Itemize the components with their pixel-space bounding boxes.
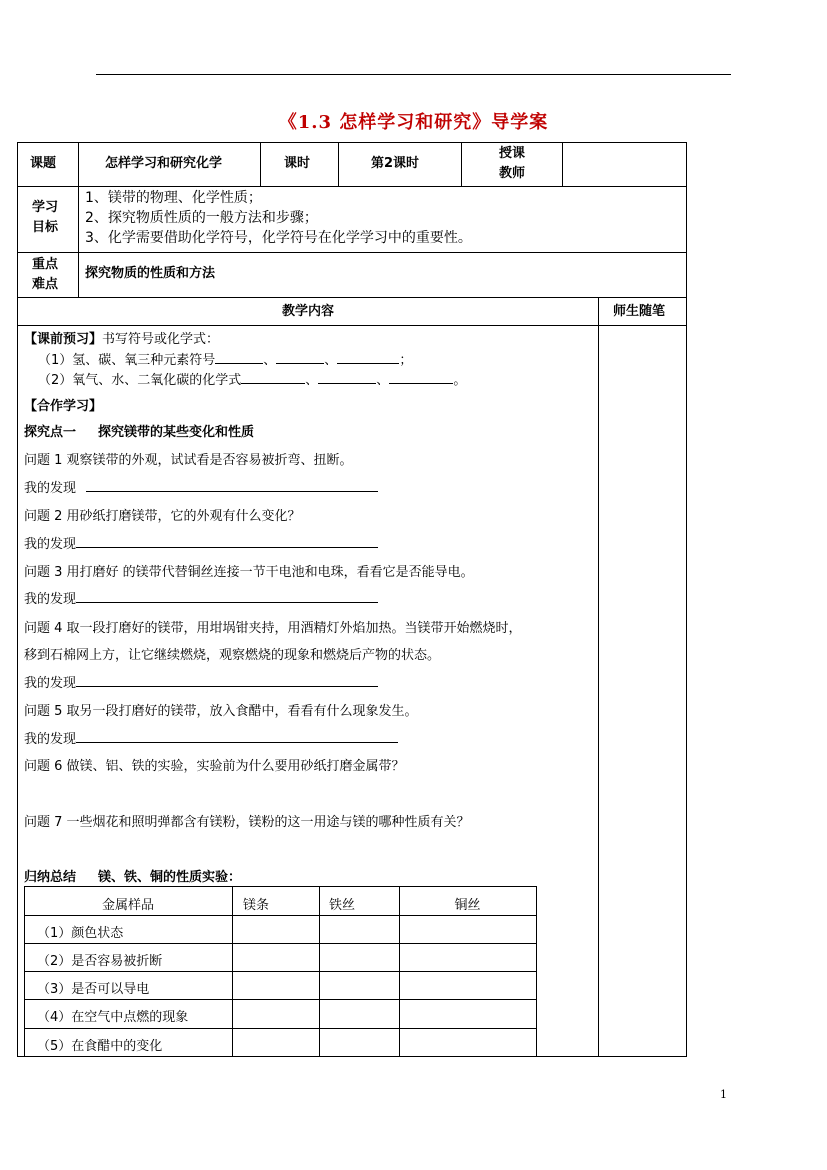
question-1: 问题 1 观察镁带的外观，试试看是否容易被折弯、扭断。	[24, 453, 353, 468]
goals-label-2: 目标	[32, 220, 59, 235]
goal-item: 2、探究物质性质的一般方法和步骤；	[85, 210, 318, 226]
top-rule	[96, 74, 731, 75]
key-label-2: 难点	[32, 277, 59, 292]
row-label: （4）在空气中点燃的现象	[37, 1010, 189, 1025]
question-7: 问题 7 一些烟花和照明弹都含有镁粉，镁粉的这一用途与镁的哪种性质有关？	[24, 815, 470, 830]
finding-2: 我的发现	[24, 533, 378, 552]
preview-line-2: （2）氧气、水、二氧化碳的化学式 、 、 。	[38, 373, 467, 388]
goal-item: 3、化学需要借助化学符号，化学符号在化学学习中的重要性。	[85, 230, 472, 246]
page-number: 1	[720, 1088, 727, 1101]
row-label: （2）是否容易被折断	[37, 954, 163, 969]
question-4a: 问题 4 取一段打磨好的镁带，用坩埚钳夹持，用酒精灯外焰加热。当镁带开始燃烧时，	[24, 621, 522, 636]
goal-item: 1、镁带的物理、化学性质；	[85, 190, 262, 206]
notes-header: 师生随笔	[613, 304, 666, 319]
question-6: 问题 6 做镁、铝、铁的实验，实验前为什么要用砂纸打磨金属带？	[24, 759, 405, 774]
period-label: 课时	[284, 156, 311, 171]
summary-heading: 归纳总结 镁、铁、铜的性质实验：	[24, 870, 242, 885]
page-title: 《1.3 怎样学习和研究》导学案	[278, 112, 549, 133]
teacher-label-1: 授课	[499, 146, 526, 161]
question-3: 问题 3 用打磨好 的镁带代替铜丝连接一节干电池和电珠，看看它是否能导电。	[24, 565, 474, 580]
preview-line-1: （1）氢、碳、氧三种元素符号 、 、 ；	[38, 353, 413, 368]
col-header: 金属样品	[101, 898, 154, 913]
col-header: 镁条	[242, 898, 269, 913]
goals-label-1: 学习	[32, 200, 59, 215]
content-header: 教学内容	[282, 304, 335, 319]
finding-5: 我的发现	[24, 728, 398, 747]
key-value: 探究物质的性质和方法	[85, 266, 216, 281]
finding-1: 我的发现	[24, 477, 378, 496]
finding-3: 我的发现	[24, 588, 378, 607]
row-label: （1）颜色状态	[37, 926, 124, 941]
finding-4: 我的发现	[24, 672, 378, 691]
topic-value: 怎样学习和研究化学	[105, 156, 223, 171]
topic-label: 课题	[30, 156, 57, 171]
period-value: 第2课时	[371, 156, 420, 171]
question-5: 问题 5 取另一段打磨好的镁带，放入食醋中，看看有什么现象发生。	[24, 704, 418, 719]
key-label-1: 重点	[32, 257, 59, 272]
explore-point: 探究点一 探究镁带的某些变化和性质	[24, 425, 255, 440]
preview-heading: 【课前预习】书写符号或化学式：	[24, 332, 220, 347]
coop-heading: 【合作学习】	[24, 399, 103, 414]
question-2: 问题 2 用砂纸打磨镁带，它的外观有什么变化？	[24, 509, 301, 524]
row-label: （3）是否可以导电	[37, 982, 150, 997]
row-label: （5）在食醋中的变化	[37, 1039, 163, 1054]
question-4b: 移到石棉网上方，让它继续燃烧，观察燃烧的现象和燃烧后产物的状态。	[24, 648, 441, 663]
col-header: 铁丝	[328, 898, 355, 913]
col-header: 铜丝	[454, 898, 481, 913]
teacher-label-2: 教师	[499, 166, 526, 181]
